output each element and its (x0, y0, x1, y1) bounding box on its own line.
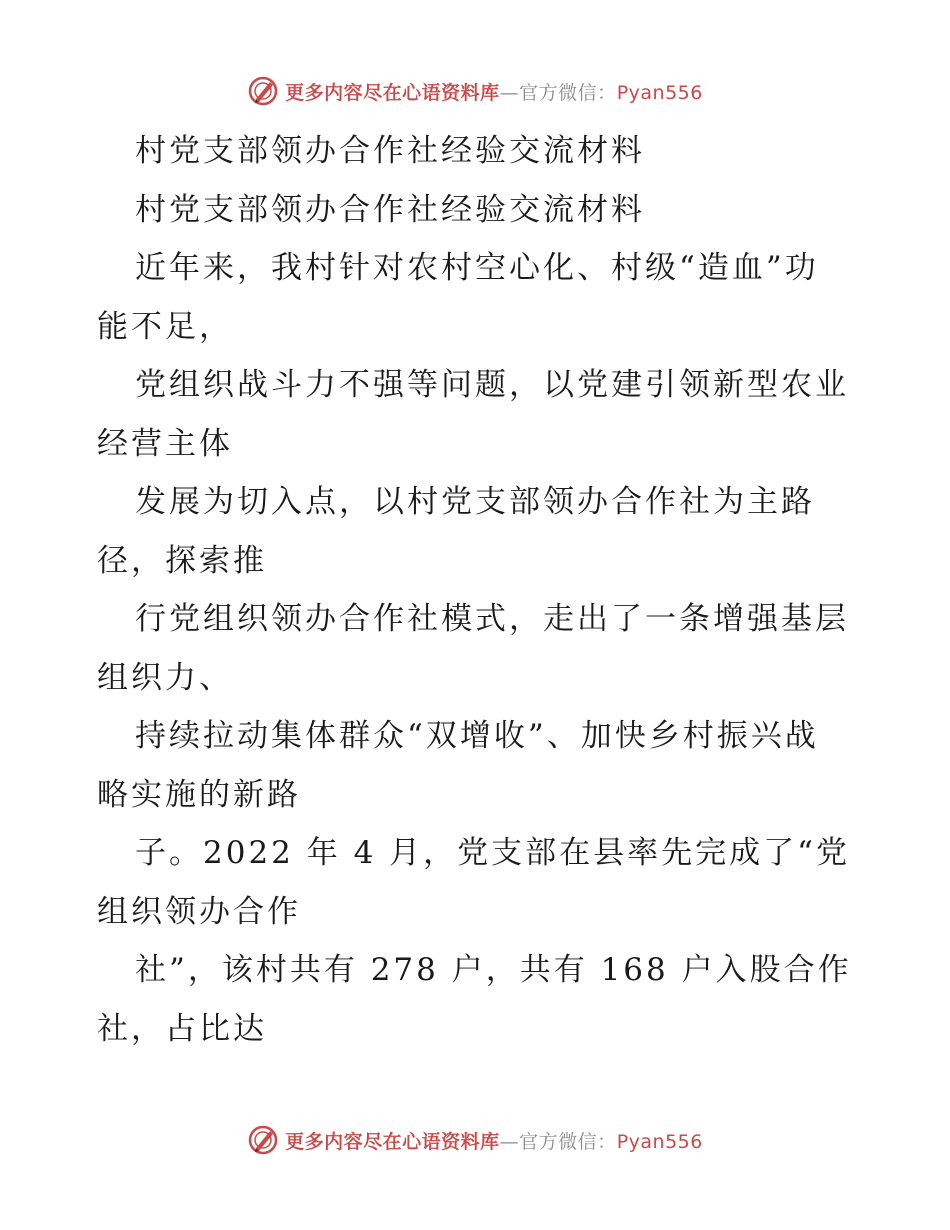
text-line: 略实施的新路 (97, 776, 301, 813)
pen-logo-icon (247, 1124, 279, 1156)
watermark-handle: Pyan556 (616, 81, 703, 104)
text-line: 组织力、 (97, 659, 233, 696)
text-line: 经营主体 (97, 425, 233, 462)
watermark-dash: — (499, 81, 520, 104)
text-line: 村党支部领办合作社经验交流材料 (135, 133, 645, 169)
document-body (97, 122, 857, 1058)
text-line: 径，探索推 (97, 542, 267, 579)
watermark-text (285, 78, 703, 105)
watermark-official: 官方微信： (519, 81, 617, 104)
text-line: 社”，该村共有 278 户，共有 168 户入股合作 (135, 952, 852, 988)
text-line: 行党组织领办合作社模式，走出了一条增强基层 (135, 601, 849, 637)
watermark-main: 更多内容尽在心语资料库 (285, 81, 500, 104)
text-line: 党组织战斗力不强等问题，以党建引领新型农业 (135, 367, 849, 403)
watermark-handle: Pyan556 (616, 1130, 703, 1153)
watermark-official: 官方微信： (519, 1130, 617, 1153)
header-watermark (0, 71, 950, 111)
watermark-text (285, 1127, 703, 1154)
text-line: 持续拉动集体群众“双增收”、加快乡村振兴战 (135, 718, 819, 754)
text-line: 发展为切入点，以村党支部领办合作社为主路 (135, 484, 815, 520)
watermark-dash: — (499, 1130, 520, 1153)
footer-watermark (0, 1120, 950, 1160)
text-line: 能不足， (97, 308, 233, 345)
pen-logo-icon (247, 75, 279, 107)
watermark-main: 更多内容尽在心语资料库 (285, 1130, 500, 1153)
text-line: 组织领办合作 (97, 893, 301, 930)
text-line: 近年来，我村针对农村空心化、村级“造血”功 (135, 250, 819, 286)
text-line: 社，占比达 (97, 1010, 267, 1047)
text-line: 子。2022 年 4 月，党支部在县率先完成了“党 (135, 835, 851, 871)
text-line: 村党支部领办合作社经验交流材料 (135, 191, 645, 228)
